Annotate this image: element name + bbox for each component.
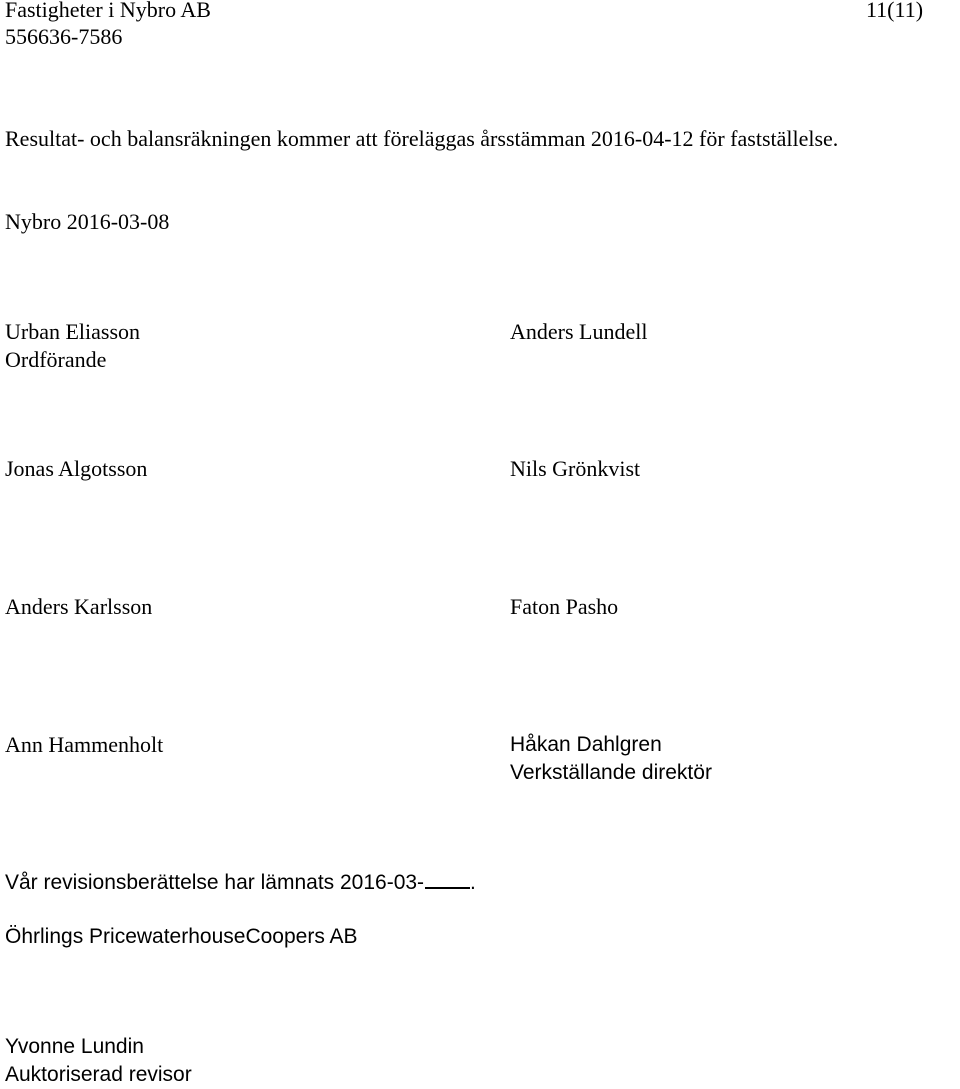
signatory-name: Anders Karlsson [5,594,153,619]
audit-statement-end: . [470,871,476,894]
place-date: Nybro 2016-03-08 [5,209,170,234]
audit-statement [5,869,476,897]
signatory-name: Håkan Dahlgren [510,733,662,756]
signatory-name: Faton Pasho [510,594,619,619]
audit-statement-text: Vår revisionsberättelse har lämnats 2016-03- [5,871,425,894]
auditor-title: Auktoriserad revisor [5,1063,192,1086]
audit-firm: Öhrlings PricewaterhouseCoopers AB [5,925,358,948]
signatory-name: Jonas Algotsson [5,456,148,481]
signatory-name: Urban Eliasson [5,319,141,344]
page-number: 11(11) [866,0,924,22]
signatory-name: Ann Hammenholt [5,732,164,757]
approval-statement: Resultat- och balansräkningen kommer att föreläggas årsstämman 2016-04-12 för fastställelse. [5,126,839,151]
signatory-name: Anders Lundell [510,319,648,344]
signatory-title: Ordförande [5,347,107,372]
signatory-name: Nils Grönkvist [510,456,641,481]
company-name: Fastigheter i Nybro AB [5,0,211,22]
date-blank-line [425,869,470,889]
signatory-title: Verkställande direktör [510,761,712,784]
auditor-name: Yvonne Lundin [5,1035,144,1058]
org-number: 556636-7586 [5,24,123,49]
